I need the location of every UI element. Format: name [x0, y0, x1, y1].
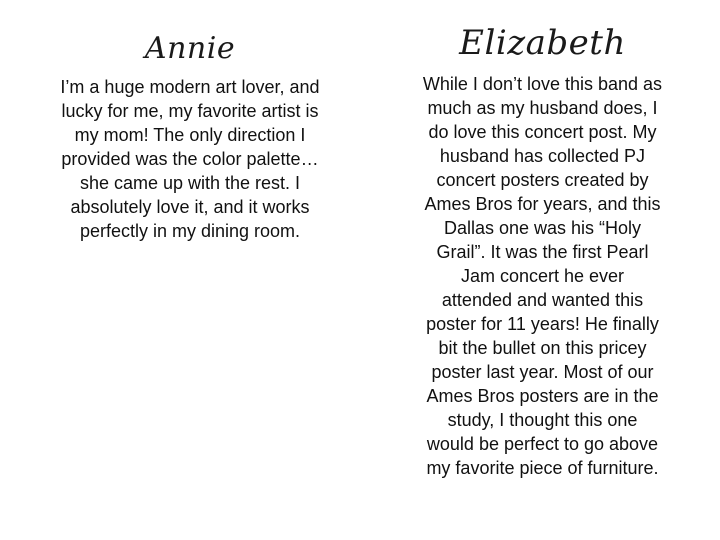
elizabeth-paragraph [385, 72, 700, 480]
elizabeth-line: concert posters created by [436, 170, 649, 190]
annie-line: perfectly in my dining room. [79, 221, 301, 241]
elizabeth-line: poster last year. Most of our [431, 362, 654, 382]
annie-line: she came up with the rest. I [79, 173, 301, 193]
elizabeth-line: poster for 11 years! He finally [426, 314, 659, 334]
elizabeth-column [385, 0, 700, 480]
elizabeth-line: Jam concert he ever [460, 266, 625, 286]
elizabeth-line: While I don’t love this band as [422, 74, 663, 94]
annie-heading: Annie [144, 31, 236, 66]
elizabeth-line: would be perfect to go above [426, 434, 659, 454]
elizabeth-line: much as my husband does, I [427, 98, 658, 118]
elizabeth-line: study, I thought this one [447, 410, 638, 430]
annie-line: lucky for me, my favorite artist is [61, 101, 319, 121]
elizabeth-line: Grail”. It was the first Pearl [436, 242, 649, 262]
annie-line: my mom! The only direction I [74, 125, 306, 145]
elizabeth-heading: Elizabeth [459, 23, 626, 63]
annie-line: absolutely love it, and it works [70, 197, 310, 217]
elizabeth-line: Ames Bros for years, and this [424, 194, 661, 214]
annie-line: I’m a huge modern art lover, and [60, 77, 320, 97]
annie-paragraph [30, 75, 350, 243]
elizabeth-line: do love this concert post. My [428, 122, 657, 142]
elizabeth-line: my favorite piece of furniture. [426, 458, 659, 478]
elizabeth-line: bit the bullet on this pricey [438, 338, 647, 358]
elizabeth-line: Ames Bros posters are in the [426, 386, 659, 406]
annie-line: provided was the color palette… [61, 149, 319, 169]
elizabeth-line: husband has collected PJ [439, 146, 646, 166]
annie-column [30, 0, 350, 243]
elizabeth-line: Dallas one was his “Holy [443, 218, 642, 238]
elizabeth-line: attended and wanted this [441, 290, 644, 310]
